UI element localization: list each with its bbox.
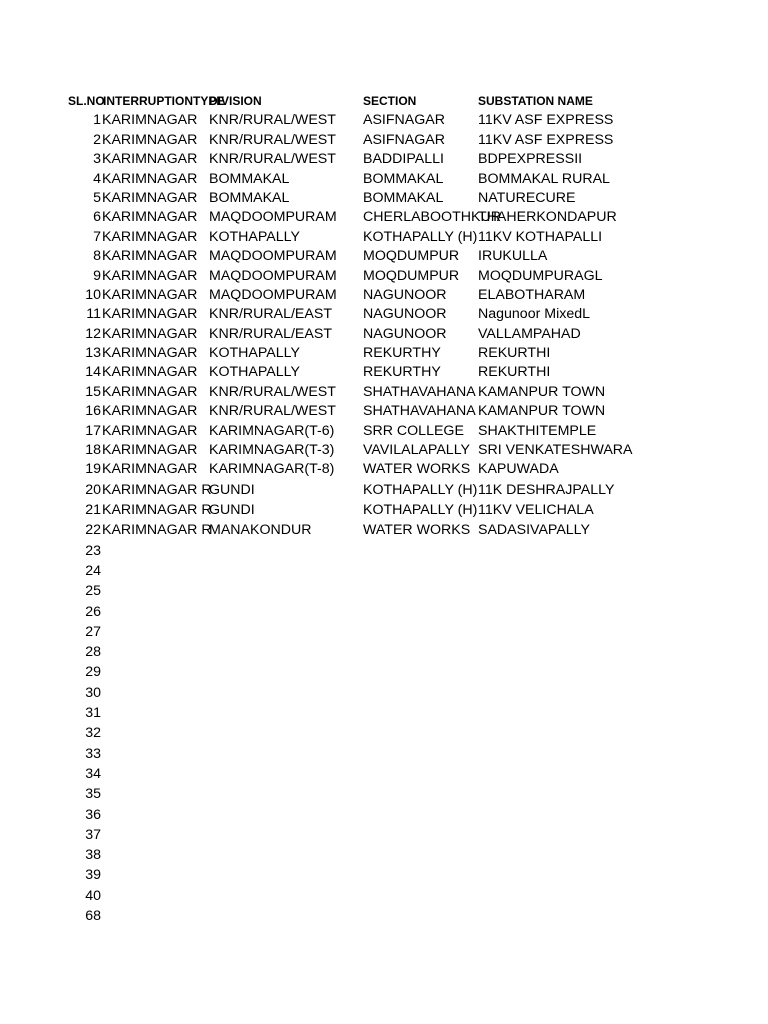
cell-division[interactable]: MAQDOOMPURAM (209, 248, 337, 265)
cell-substation-name[interactable]: 11KV ASF EXPRESS (478, 131, 614, 148)
cell-sl-no[interactable]: 20 (85, 481, 101, 498)
cell-division[interactable]: KOTHAPALLY (209, 345, 300, 362)
cell-section[interactable] (363, 642, 477, 662)
cell-substation-name[interactable]: Nagunoor MixedL (478, 306, 590, 323)
table-row (0, 906, 768, 926)
table-row (0, 363, 768, 382)
cell-sl-no[interactable]: 14 (85, 364, 101, 381)
cell-substation-name[interactable] (478, 703, 605, 723)
cell-interruption-type[interactable] (102, 561, 208, 581)
cell-interruption-type[interactable]: KARIMNAGAR (102, 383, 198, 400)
cell-division[interactable] (209, 703, 362, 723)
cell-division[interactable]: BOMMAKAL (209, 170, 290, 187)
cell-substation-name[interactable] (478, 723, 605, 743)
cell-section[interactable]: VAVILALAPALLY (363, 442, 470, 459)
cell-interruption-type[interactable] (102, 805, 208, 825)
cell-sl-no[interactable]: 30 (85, 684, 101, 701)
table-row (0, 170, 768, 189)
cell-division[interactable]: KARIMNAGAR(T-3) (209, 442, 335, 459)
cell-section[interactable]: SHATHAVAHANA (363, 383, 476, 400)
cell-interruption-type[interactable]: KARIMNAGAR (102, 151, 198, 168)
cell-substation-name[interactable] (478, 642, 605, 662)
cell-sl-no[interactable]: 40 (85, 887, 101, 904)
table-row (0, 150, 768, 169)
cell-interruption-type[interactable] (102, 622, 208, 642)
cell-sl-no[interactable]: 6 (93, 209, 101, 226)
spreadsheet-table (0, 92, 768, 926)
cell-division[interactable] (209, 886, 362, 906)
cell-interruption-type[interactable]: KARIMNAGAR (102, 248, 198, 265)
table-row (0, 325, 768, 344)
cell-substation-name[interactable] (478, 602, 605, 622)
cell-section[interactable]: NAGUNOOR (363, 286, 447, 303)
cell-section[interactable] (363, 784, 477, 804)
cell-substation-name[interactable]: BOMMAKAL RURAL (478, 170, 610, 187)
cell-division[interactable]: KARIMNAGAR(T-8) (209, 461, 335, 478)
cell-division[interactable] (209, 683, 362, 703)
cell-division[interactable] (209, 906, 362, 926)
cell-division[interactable]: KNR/RURAL/WEST (209, 131, 336, 148)
cell-section[interactable] (363, 581, 477, 601)
cell-interruption-type[interactable]: KARIMNAGAR (102, 112, 198, 129)
cell-interruption-type[interactable]: KARIMNAGAR (102, 364, 198, 381)
cell-division[interactable] (209, 825, 362, 845)
header-division[interactable]: DIVISION (209, 94, 262, 108)
cell-division[interactable]: KOTHAPALLY (209, 228, 300, 245)
table-row (0, 581, 768, 601)
cell-division[interactable]: BOMMAKAL (209, 189, 290, 206)
cell-section[interactable]: WATER WORKS (363, 522, 471, 539)
cell-substation-name[interactable]: ELABOTHARAM (478, 286, 586, 303)
cell-section[interactable]: KOTHAPALLY (H) (363, 228, 478, 245)
cell-sl-no[interactable]: 11 (86, 306, 101, 323)
cell-sl-no[interactable]: 17 (85, 422, 101, 439)
cell-section[interactable] (363, 662, 477, 682)
cell-division[interactable] (209, 845, 362, 865)
cell-division[interactable]: KNR/RURAL/WEST (209, 112, 336, 129)
cell-sl-no[interactable]: 36 (85, 806, 101, 823)
cell-section[interactable] (363, 622, 477, 642)
cell-division[interactable] (209, 865, 362, 885)
cell-sl-no[interactable]: 19 (85, 461, 101, 478)
cell-interruption-type[interactable] (102, 723, 208, 743)
table-row (0, 228, 768, 247)
cell-substation-name[interactable] (478, 825, 605, 845)
cell-interruption-type[interactable]: KARIMNAGAR (102, 189, 198, 206)
cell-division[interactable] (209, 541, 362, 561)
cell-section[interactable] (363, 845, 477, 865)
table-row (0, 541, 768, 561)
table-row (0, 683, 768, 703)
cell-section[interactable]: SHATHAVAHANA (363, 403, 476, 420)
cell-substation-name[interactable] (478, 541, 605, 561)
cell-sl-no[interactable]: 21 (85, 502, 101, 519)
cell-section[interactable]: BADDIPALLI (363, 151, 444, 168)
cell-substation-name[interactable]: MOQDUMPURAGL (478, 267, 603, 284)
cell-section[interactable]: KOTHAPALLY (H) (363, 481, 478, 498)
cell-sl-no[interactable]: 23 (85, 542, 101, 559)
cell-section[interactable] (363, 906, 477, 926)
table-row (0, 460, 768, 479)
cell-interruption-type[interactable]: KARIMNAGAR (102, 461, 198, 478)
cell-interruption-type[interactable] (102, 602, 208, 622)
cell-section[interactable] (363, 825, 477, 845)
cell-division[interactable] (209, 764, 362, 784)
cell-section[interactable] (363, 865, 477, 885)
cell-division[interactable] (209, 561, 362, 581)
cell-interruption-type[interactable]: KARIMNAGAR (102, 442, 198, 459)
cell-sl-no[interactable]: 26 (85, 603, 101, 620)
header-sl-no[interactable]: SL.NO (68, 94, 105, 108)
cell-interruption-type[interactable]: KARIMNAGAR (102, 403, 198, 420)
cell-sl-no[interactable]: 24 (85, 563, 101, 579)
table-row (0, 723, 768, 743)
table-row (0, 402, 768, 421)
cell-substation-name[interactable]: NATURECURE (478, 189, 576, 206)
cell-substation-name[interactable] (478, 845, 605, 865)
table-row (0, 845, 768, 865)
table-row (0, 208, 768, 227)
cell-substation-name[interactable] (478, 805, 605, 825)
cell-sl-no[interactable]: 9 (93, 267, 101, 284)
cell-section[interactable]: NAGUNOOR (363, 325, 447, 342)
cell-division[interactable]: KNR/RURAL/WEST (209, 383, 336, 400)
cell-sl-no[interactable]: 2 (93, 131, 101, 148)
cell-substation-name[interactable] (478, 581, 605, 601)
cell-substation-name[interactable]: BDPEXPRESSII (478, 151, 583, 168)
cell-substation-name[interactable]: THAHERKONDAPUR (478, 209, 617, 226)
cell-section[interactable]: MOQDUMPUR (363, 248, 460, 265)
cell-section[interactable] (363, 886, 477, 906)
table-row (0, 131, 768, 150)
cell-division[interactable]: KNR/RURAL/EAST (209, 325, 332, 342)
cell-interruption-type[interactable]: KARIMNAGAR (102, 422, 198, 439)
table-row (0, 662, 768, 682)
cell-section[interactable]: ASIFNAGAR (363, 131, 445, 148)
table-row (0, 622, 768, 642)
cell-interruption-type[interactable]: KARIMNAGAR (102, 345, 198, 362)
cell-interruption-type[interactable]: KARIMNAGAR R (102, 522, 212, 539)
cell-division[interactable]: MANAKONDUR (209, 522, 312, 539)
cell-sl-no[interactable]: 34 (85, 765, 101, 782)
cell-interruption-type[interactable]: KARIMNAGAR R (102, 481, 212, 498)
cell-interruption-type[interactable]: KARIMNAGAR (102, 306, 198, 323)
cell-interruption-type[interactable] (102, 784, 208, 804)
cell-interruption-type[interactable]: KARIMNAGAR (102, 228, 198, 245)
cell-division[interactable] (209, 622, 362, 642)
cell-substation-name[interactable]: IRUKULLA (478, 248, 548, 265)
table-row (0, 189, 768, 208)
cell-sl-no[interactable]: 1 (93, 112, 101, 129)
table-row (0, 784, 768, 804)
cell-division[interactable] (209, 723, 362, 743)
cell-section[interactable]: KOTHAPALLY (H) (363, 502, 478, 519)
cell-sl-no[interactable]: 28 (85, 644, 101, 661)
cell-sl-no[interactable]: 15 (85, 383, 101, 400)
cell-sl-no[interactable]: 37 (85, 826, 101, 843)
cell-interruption-type[interactable]: KARIMNAGAR (102, 170, 198, 187)
cell-substation-name[interactable]: SADASIVAPALLY (478, 522, 590, 539)
cell-interruption-type[interactable] (102, 886, 208, 906)
header-section[interactable]: SECTION (363, 94, 417, 108)
table-row (0, 764, 768, 784)
cell-sl-no[interactable]: 39 (85, 867, 101, 884)
cell-sl-no[interactable]: 8 (93, 248, 101, 265)
header-substation-name[interactable]: SUBSTATION NAME (478, 94, 593, 108)
cell-substation-name[interactable]: KAPUWADA (478, 461, 559, 478)
cell-division[interactable] (209, 784, 362, 804)
cell-substation-name[interactable] (478, 744, 605, 764)
cell-substation-name[interactable]: KAMANPUR TOWN (478, 403, 606, 420)
cell-section[interactable] (363, 744, 477, 764)
cell-section[interactable]: REKURTHY (363, 345, 441, 362)
table-row (0, 703, 768, 723)
table-row (0, 247, 768, 266)
cell-section[interactable] (363, 561, 477, 581)
cell-interruption-type[interactable] (102, 703, 208, 723)
table-row (0, 383, 768, 402)
cell-interruption-type[interactable] (102, 906, 208, 926)
cell-interruption-type[interactable]: KARIMNAGAR (102, 286, 198, 303)
cell-division[interactable]: GUNDI (209, 502, 255, 519)
cell-substation-name[interactable]: KAMANPUR TOWN (478, 383, 606, 400)
cell-section[interactable] (363, 602, 477, 622)
cell-substation-name[interactable]: 11KV VELICHALA (478, 502, 594, 519)
table-body (0, 111, 768, 926)
cell-substation-name[interactable]: REKURTHI (478, 364, 551, 381)
cell-interruption-type[interactable] (102, 581, 208, 601)
cell-interruption-type[interactable] (102, 865, 208, 885)
cell-section[interactable]: BOMMAKAL (363, 189, 444, 206)
table-row (0, 602, 768, 622)
cell-sl-no[interactable]: 4 (93, 170, 101, 187)
cell-division[interactable] (209, 581, 362, 601)
table-row (0, 480, 768, 500)
cell-division[interactable] (209, 602, 362, 622)
cell-division[interactable] (209, 744, 362, 764)
cell-section[interactable] (363, 703, 477, 723)
cell-substation-name[interactable] (478, 865, 605, 885)
cell-sl-no[interactable]: 29 (85, 664, 101, 681)
cell-division[interactable]: GUNDI (209, 481, 255, 498)
table-row (0, 111, 768, 130)
cell-section[interactable] (363, 805, 477, 825)
table-row (0, 825, 768, 845)
table-row (0, 744, 768, 764)
header-interruption-type[interactable]: INTERRUPTIONTYPE (103, 94, 225, 108)
cell-division[interactable]: KNR/RURAL/WEST (209, 403, 336, 420)
cell-interruption-type[interactable]: KARIMNAGAR (102, 267, 198, 284)
cell-section[interactable]: NAGUNOOR (363, 306, 447, 323)
table-row (0, 305, 768, 324)
cell-division[interactable]: MAQDOOMPURAM (209, 286, 337, 303)
cell-substation-name[interactable]: SHAKTHITEMPLE (478, 422, 597, 439)
cell-interruption-type[interactable]: KARIMNAGAR (102, 209, 198, 226)
cell-sl-no[interactable]: 3 (93, 151, 101, 168)
cell-substation-name[interactable] (478, 886, 605, 906)
cell-section[interactable]: MOQDUMPUR (363, 267, 460, 284)
cell-sl-no[interactable]: 38 (85, 847, 101, 864)
cell-substation-name[interactable] (478, 906, 605, 926)
cell-sl-no[interactable]: 18 (85, 442, 101, 459)
table-row (0, 286, 768, 305)
cell-sl-no[interactable]: 27 (85, 623, 101, 640)
cell-sl-no[interactable]: 32 (85, 725, 101, 742)
cell-substation-name[interactable]: 11KV ASF EXPRESS (478, 112, 614, 129)
table-row (0, 642, 768, 662)
cell-section[interactable]: ASIFNAGAR (363, 112, 445, 129)
cell-sl-no[interactable]: 31 (85, 705, 101, 722)
cell-interruption-type[interactable] (102, 845, 208, 865)
cell-sl-no[interactable]: 33 (85, 745, 101, 762)
cell-section[interactable]: WATER WORKS (363, 461, 471, 478)
cell-division[interactable]: KARIMNAGAR(T-6) (209, 422, 335, 439)
cell-section[interactable]: REKURTHY (363, 364, 441, 381)
cell-substation-name[interactable]: SRI VENKATESHWARA (478, 442, 633, 459)
table-row (0, 344, 768, 363)
cell-division[interactable]: KNR/RURAL/WEST (209, 151, 336, 168)
cell-substation-name[interactable] (478, 561, 605, 581)
cell-interruption-type[interactable]: KARIMNAGAR R (102, 502, 212, 519)
table-row (0, 500, 768, 520)
cell-substation-name[interactable]: 11K DESHRAJPALLY (478, 481, 615, 498)
table-row (0, 886, 768, 906)
cell-interruption-type[interactable] (102, 825, 208, 845)
cell-interruption-type[interactable]: KARIMNAGAR (102, 131, 198, 148)
table-row (0, 441, 768, 460)
cell-sl-no[interactable]: 22 (85, 522, 101, 539)
cell-section[interactable] (363, 683, 477, 703)
cell-division[interactable] (209, 662, 362, 682)
cell-section[interactable]: BOMMAKAL (363, 170, 444, 187)
cell-sl-no[interactable]: 5 (93, 189, 101, 206)
cell-sl-no[interactable]: 12 (85, 325, 101, 342)
cell-division[interactable]: KOTHAPALLY (209, 364, 300, 381)
table-row (0, 561, 768, 581)
cell-substation-name[interactable] (478, 683, 605, 703)
cell-sl-no[interactable]: 7 (93, 228, 101, 245)
cell-substation-name[interactable]: VALLAMPAHAD (478, 325, 581, 342)
cell-interruption-type[interactable] (102, 642, 208, 662)
cell-substation-name[interactable]: REKURTHI (478, 345, 551, 362)
cell-sl-no[interactable]: 35 (85, 786, 101, 803)
cell-interruption-type[interactable] (102, 662, 208, 682)
table-row (0, 422, 768, 441)
cell-substation-name[interactable] (478, 764, 605, 784)
cell-interruption-type[interactable] (102, 744, 208, 764)
table-row (0, 267, 768, 286)
cell-division[interactable]: KNR/RURAL/EAST (209, 306, 332, 323)
cell-section[interactable]: CHERLABOOTHKUR (363, 209, 501, 226)
cell-section[interactable] (363, 723, 477, 743)
cell-sl-no[interactable]: 68 (85, 908, 101, 925)
cell-section[interactable]: SRR COLLEGE (363, 422, 464, 439)
table-row (0, 865, 768, 885)
cell-division[interactable] (209, 642, 362, 662)
cell-substation-name[interactable] (478, 662, 605, 682)
cell-sl-no[interactable]: 16 (85, 403, 101, 420)
cell-division[interactable]: MAQDOOMPURAM (209, 267, 337, 284)
table-row (0, 520, 768, 540)
cell-section[interactable] (363, 764, 477, 784)
cell-substation-name[interactable] (478, 622, 605, 642)
cell-sl-no[interactable]: 13 (85, 345, 101, 362)
cell-interruption-type[interactable] (102, 683, 208, 703)
cell-interruption-type[interactable] (102, 541, 208, 561)
cell-sl-no[interactable]: 10 (85, 286, 101, 303)
cell-substation-name[interactable] (478, 784, 605, 804)
cell-substation-name[interactable]: 11KV KOTHAPALLI (478, 228, 603, 245)
cell-division[interactable] (209, 805, 362, 825)
cell-division[interactable]: MAQDOOMPURAM (209, 209, 337, 226)
cell-interruption-type[interactable]: KARIMNAGAR (102, 325, 198, 342)
cell-interruption-type[interactable] (102, 764, 208, 784)
cell-sl-no[interactable]: 25 (85, 583, 101, 600)
cell-section[interactable] (363, 541, 477, 561)
header-row (0, 92, 768, 111)
table-row (0, 805, 768, 825)
